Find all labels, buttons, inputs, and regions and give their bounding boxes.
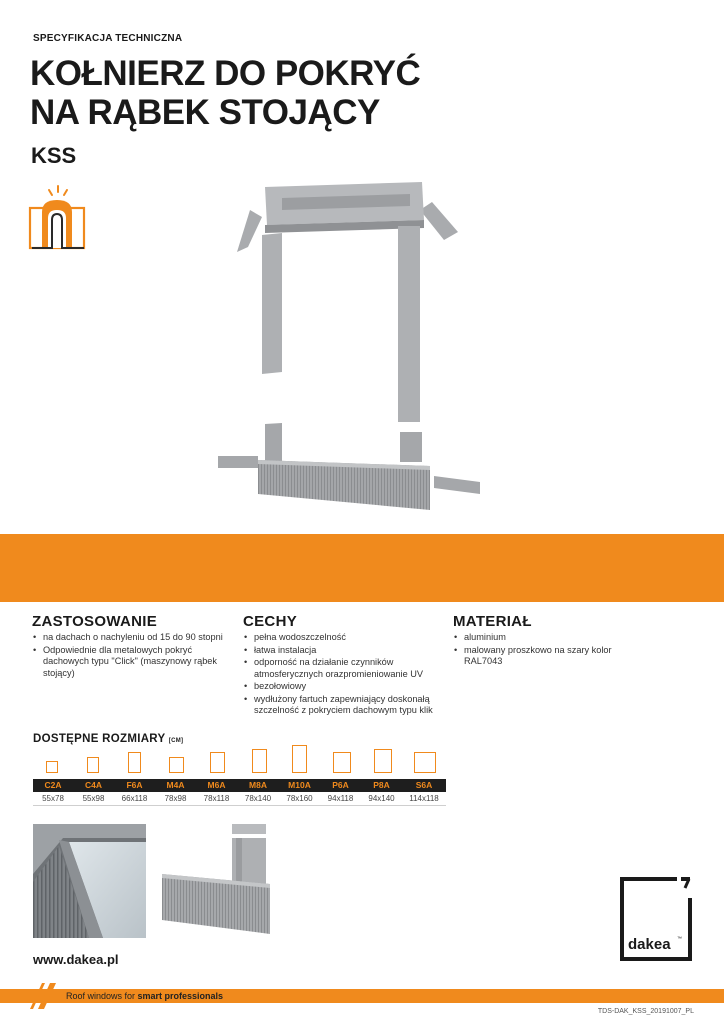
sizes-heading [33, 733, 183, 745]
document-kicker: SPECYFIKACJA TECHNICZNA [33, 33, 183, 44]
size-box-c4a [87, 757, 99, 773]
model-code: KSS [31, 143, 77, 168]
size-code: M4A [166, 780, 185, 790]
size-dimension: 66x118 [121, 794, 148, 803]
size-code: M8A [249, 780, 267, 790]
size-code: C4A [84, 780, 102, 790]
feature-item: • odporność na działanie czynników atmosferycznych orazpromieniowanie UV [243, 657, 438, 680]
size-dimension: 78x118 [203, 794, 230, 803]
size-dimension: 78x140 [244, 794, 272, 803]
size-dimension: 78x160 [286, 794, 313, 803]
title-line-2: NA RĄBEK STOJĄCY [30, 93, 380, 132]
tagline-bold: smart professionals [137, 991, 224, 1001]
size-dimension: 94x140 [368, 794, 395, 803]
feature-item: • łatwa instalacja [243, 645, 438, 657]
feature-item: • bezołowiowy [243, 681, 438, 693]
size-dimension: 94x118 [327, 794, 354, 803]
size-dimension: 55x98 [82, 794, 105, 803]
logo-text: dakea [628, 936, 671, 953]
size-box-c2a [46, 761, 58, 773]
size-dimension: 55x78 [42, 794, 64, 803]
size-dimension: 114x118 [409, 794, 439, 803]
feature-item: • wydłużony fartuch zapewniający doskonałą szczelność z pokryciem dachowym typu klik [243, 694, 438, 717]
feature-item: • pełna wodoszczelność [243, 632, 438, 644]
size-box-m10a [292, 745, 307, 773]
material-section [453, 613, 648, 669]
tagline-prefix: Roof windows for [66, 991, 138, 1001]
usage-item: • na dachach o nachyleniu od 15 do 90 stopni [32, 632, 227, 644]
footer-tagline [66, 990, 223, 1003]
size-box-s6a [414, 752, 436, 773]
footer-slash-icon [30, 983, 60, 1009]
usage-item: • Odpowiednie dla metalowych pokryć dachowych typu "Click" (maszynowy rąbek stojący) [32, 645, 227, 680]
size-box-p6a [333, 752, 351, 773]
usage-section [32, 613, 227, 680]
size-code: P6A [332, 780, 349, 790]
size-code: P8A [373, 780, 390, 790]
features-heading: CECHY [243, 613, 298, 630]
document-code: TDS-DAK_KSS_20191007_PL [597, 1008, 694, 1015]
page-title [30, 54, 420, 132]
size-box-m6a [210, 752, 225, 773]
size-box-m8a [252, 749, 267, 773]
standing-seam-roof-icon [28, 182, 88, 254]
usage-heading: ZASTOSOWANIE [32, 613, 157, 630]
size-box-f6a [128, 752, 141, 773]
size-code: M6A [207, 780, 226, 790]
size-box-p8a [374, 749, 392, 773]
features-section [243, 613, 438, 718]
size-code: M10A [288, 780, 311, 790]
material-item: • aluminium [453, 632, 648, 644]
sizes-unit: [CM] [168, 738, 184, 744]
website-link[interactable]: www.dakea.pl [33, 952, 119, 967]
flashing-detail-photo [162, 824, 274, 938]
installed-window-photo [33, 824, 146, 938]
sizes-heading-text: DOSTĘPNE ROZMIARY [33, 733, 166, 745]
size-divider [33, 805, 446, 806]
accent-band [0, 534, 724, 602]
size-dimension: 78x98 [164, 794, 187, 803]
dakea-logo [619, 876, 693, 962]
size-code: C2A [44, 780, 62, 790]
size-box-m4a [169, 757, 184, 773]
material-item: • malowany proszkowo na szary kolor RAL7043 [453, 645, 648, 668]
product-illustration [210, 170, 500, 520]
size-code: F6A [126, 780, 143, 790]
title-line-1: KOŁNIERZ DO POKRYĆ [30, 54, 421, 93]
material-heading: MATERIAŁ [453, 613, 532, 630]
size-code: S6A [415, 780, 433, 790]
logo-tm: ™ [677, 936, 682, 942]
